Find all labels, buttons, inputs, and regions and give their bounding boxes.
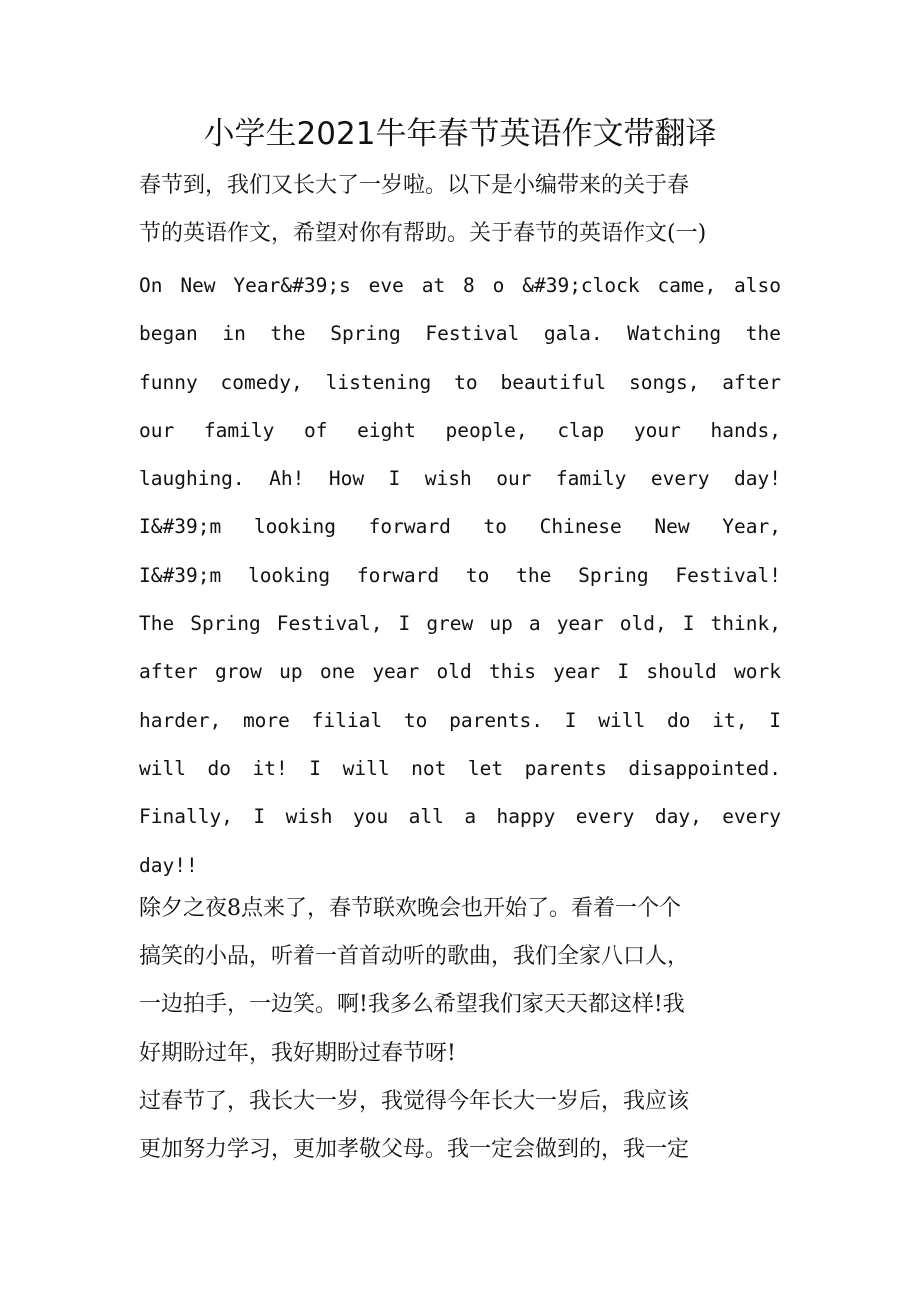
intro-line: 节的英语作文，希望对你有帮助。关于春节的英语作文(一): [139, 221, 707, 247]
essay-line: will do it! I will not let parents disappointed.: [139, 756, 781, 780]
translation-line: 除夕之夜8点来了，春节联欢晚会也开始了。看着一个个: [139, 896, 681, 921]
essay-line: Finally, I wish you all a happy every day, every: [139, 805, 781, 829]
essay-line: funny comedy, listening to beautiful songs, after: [139, 370, 781, 394]
essay-line: day!!: [139, 853, 198, 877]
essay-line: On New Year&#39;s eve at 8 o &#39;clock came, also: [139, 274, 781, 297]
essay-line: began in the Spring Festival gala. Watching the: [139, 322, 781, 346]
essay-line: I&#39;m looking forward to Chinese New Year,: [139, 515, 781, 539]
translation-line: 好期盼过年，我好期盼过春节呀!: [139, 1040, 456, 1066]
document-title: 小学生2021牛年春节英语作文带翻译: [203, 116, 717, 152]
translation-paragraph-1: [139, 885, 781, 1078]
intro-line: 春节到，我们又长大了一岁啦。以下是小编带来的关于春: [139, 173, 690, 198]
translation-line: 更加努力学习，更加孝敬父母。我一定会做到的，我一定: [139, 1137, 690, 1163]
translation-line: 一边拍手，一边笑。啊!我多么希望我们家天天都这样!我: [139, 992, 685, 1018]
essay-line: The Spring Festival, I grew up a year old, I think,: [139, 612, 781, 636]
essay-line: after grow up one year old this year I should work: [139, 660, 781, 684]
essay-line: harder, more filial to parents. I will do it, I: [139, 708, 781, 732]
translation-line: 过春节了，我长大一岁，我觉得今年长大一岁后，我应该: [139, 1089, 690, 1114]
english-essay: [139, 262, 781, 890]
intro-paragraph: [139, 162, 781, 258]
essay-line: laughing. Ah! How I wish our family every day!: [139, 467, 781, 491]
translation-paragraph-2: [139, 1078, 781, 1174]
translation-line: 搞笑的小品，听着一首首动听的歌曲，我们全家八口人，: [139, 944, 690, 970]
essay-line: I&#39;m looking forward to the Spring Festival!: [139, 563, 781, 587]
essay-line: our family of eight people, clap your hands,: [139, 418, 781, 442]
